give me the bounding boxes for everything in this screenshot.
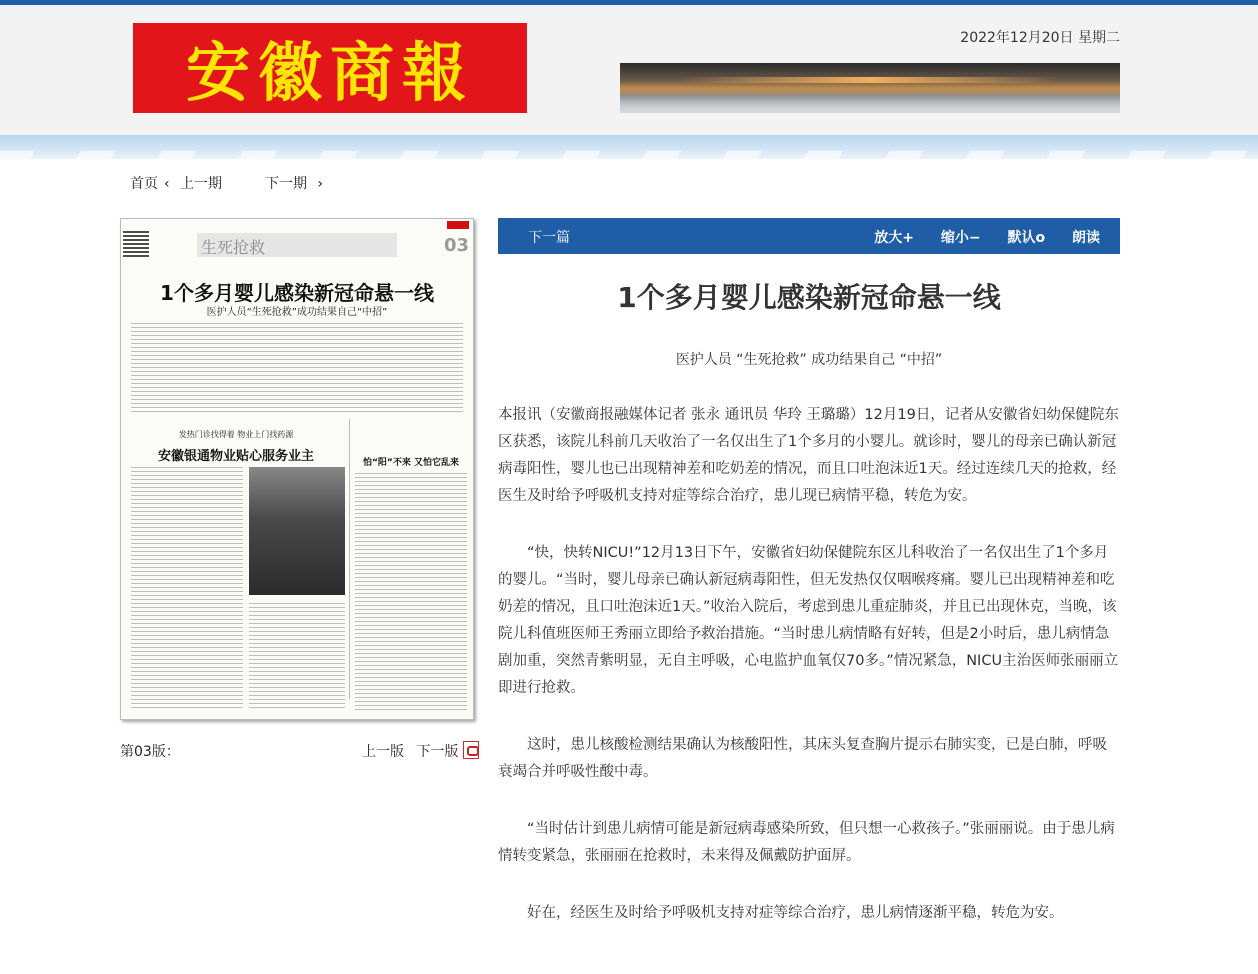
read-aloud-button[interactable]: 朗读 <box>1072 230 1100 246</box>
thumbnail-headline2[interactable]: 安徽银通物业贴心服务业主 <box>157 449 314 464</box>
thumbnail-text-block <box>131 467 243 711</box>
site-header <box>0 5 1258 135</box>
thumbnail-text-block <box>355 473 467 711</box>
article-paragraph: 好在，经医生及时给予呼吸机支持对症等综合治疗，患儿病情逐渐平稳，转危为安。 <box>527 905 1064 921</box>
article-paragraph: 这时，患儿核酸检测结果确认为核酸阳性，其床头复查胸片提示右肺实变，已是白肺，呼吸衰竭合并呼吸性酸中毒。 <box>498 737 1107 780</box>
newspaper-logo[interactable] <box>133 23 527 113</box>
page-nav <box>362 741 466 761</box>
zoom-in-button[interactable]: 放大+ <box>874 230 915 246</box>
thumbnail-headline2-kicker: 发热门诊找得着 物业上门找药源 <box>178 430 294 439</box>
thumbnail-section-name: 生死抢救 <box>201 238 266 257</box>
article-paragraph: 本报讯（安徽商报融媒体记者 张永 通讯员 华玲 王璐璐）12月19日，记者从安徽省妇幼保健院东区获悉，该院儿科前几天收治了一名仅出生了1个多月的小婴儿。就诊时，婴儿的母亲已确认新冠病毒阳性，婴儿也已出现精神差和吃奶差的情况，而且口吐泡沫近1天。经过连续几天的抢救，经医生及时给予呼吸机支持对症等综合治疗，患儿现已病情平稳，转危为安。 <box>498 407 1119 504</box>
next-article-link[interactable]: 下一篇 <box>528 230 570 246</box>
thumbnail-subheadline: 医护人员“生死抢救”成功结果自己“中招” <box>206 307 388 318</box>
thumbnail-photo <box>249 467 345 595</box>
article-title: 1个多月婴儿感染新冠命悬一线 <box>617 281 1001 314</box>
default-size-button[interactable]: 默认o <box>1007 230 1046 246</box>
page-label: 第03版： <box>120 744 180 760</box>
thumbnail-section-bar <box>197 233 397 257</box>
thumbnail-headline[interactable]: 1个多月婴儿感染新冠命悬一线 <box>160 281 434 305</box>
article-paragraph: “当时估计到患儿病情可能是新冠病毒感染所致，但只想一心救孩子。”张丽丽说。由于患儿病情转变紧急，张丽丽在抢救时，未来得及佩戴防护面屏。 <box>498 821 1115 864</box>
issue-date: 2022年12月20日 星期二 <box>960 30 1120 46</box>
header-landscape-image <box>620 63 1120 113</box>
thumbnail-text-block <box>131 323 463 415</box>
chevron-right-icon: › <box>317 176 324 192</box>
prev-issue-link[interactable]: 上一期 <box>180 176 223 192</box>
thumbnail-page-number: 03 <box>443 235 469 256</box>
next-page-link[interactable]: 下一版 <box>416 744 459 760</box>
thumbnail-text-block <box>249 603 345 711</box>
thumbnail-red-tag <box>447 221 469 229</box>
chevron-left-icon: ‹ <box>164 176 170 192</box>
article-paragraph: “快，快转NICU!”12月13日下午，安徽省妇幼保健院东区儿科收治了一名仅出生了1个多月的婴儿。“当时，婴儿母亲已确认新冠病毒阳性，但无发热仅仅咽喉疼痛。婴儿已出现精神差和吃奶差的情况，且口吐泡沫近1天。”收治入院后，考虑到患儿重症肺炎，并且已出现休克，当晚，该院儿科值班医师王秀丽立即给予救治措施。“当时患儿病情略有好转，但是2小时后，患儿病情急剧加重，突然青紫明显，无自主呼吸，心电监护血氧仅70多。”情况紧急，NICU主治医师张丽丽立即进行抢救。 <box>498 545 1119 696</box>
pdf-download-icon[interactable] <box>463 741 479 759</box>
thumbnail-masthead <box>121 219 473 265</box>
issue-nav <box>130 173 329 193</box>
article-toolbar <box>498 218 1120 254</box>
header-decorative-band <box>0 135 1258 159</box>
thumbnail-column-divider <box>349 419 350 699</box>
next-issue-link[interactable]: 下一期 <box>264 176 307 192</box>
article-body <box>498 402 1120 957</box>
zoom-out-button[interactable]: 缩小− <box>940 230 981 246</box>
prev-page-link[interactable]: 上一版 <box>362 744 404 760</box>
logo-text: 安徽商報 <box>186 36 474 111</box>
qr-code-icon <box>123 231 149 257</box>
thumbnail-headline3[interactable]: 怕“阳”不来 又怕它乱来 <box>363 458 459 468</box>
page-thumbnail[interactable] <box>120 218 474 720</box>
article-subtitle: 医护人员 “生死抢救” 成功结果自己 “中招” <box>675 352 943 368</box>
home-link[interactable]: 首页 <box>130 176 158 192</box>
reading-tools <box>852 227 1100 247</box>
